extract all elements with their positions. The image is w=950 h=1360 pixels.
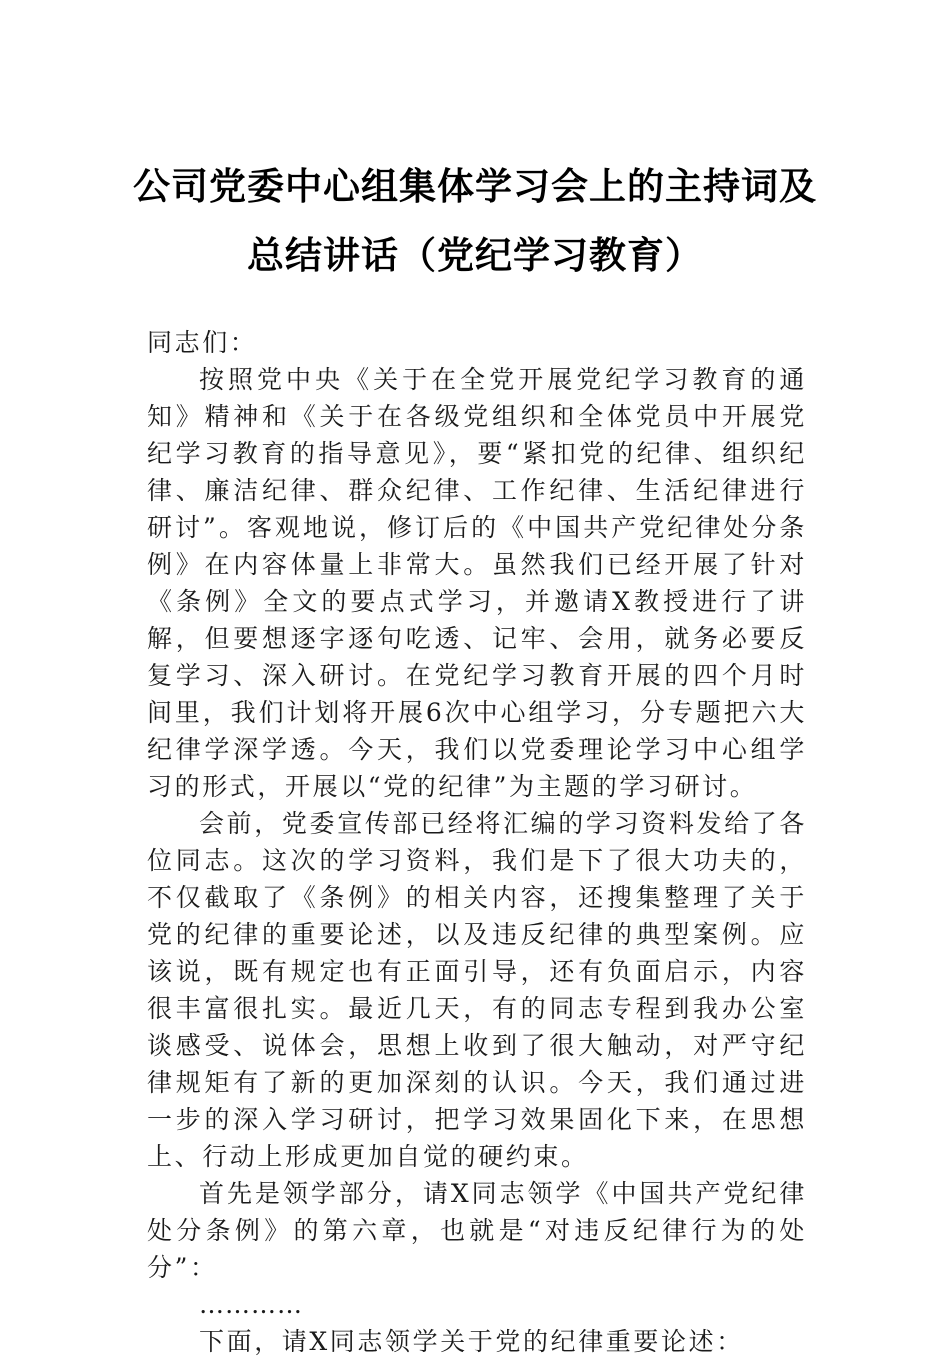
document-body bbox=[147, 361, 807, 1360]
document-title-line-1: 公司党委中心组集体学习会上的主持词及 bbox=[133, 164, 817, 208]
paragraph-intro: 按照党中央《关于在全党开展党纪学习教育的通知》精神和《关于在各级党组织和全体党员中开展党纪学习教育的指导意见》，要“紧扣党的纪律、组织纪律、廉洁纪律、群众纪律、工作纪律、生活纪律进行研讨”。客观地说，修订后的《中国共产党纪律处分条例》在内容体量上非常大。虽然我们已经开展了针对《条例》全文的要点式学习，并邀请X教授进行了讲解，但要想逐字逐句吃透、记牢、会用，就务必要反复学习、深入研讨。在党纪学习教育开展的四个月时间里，我们计划将开展6次中心组学习，分专题把六大纪律学深学透。今天，我们以党委理论学习中心组学习的形式，开展以“党的纪律”为主题的学习研讨。 bbox=[147, 365, 807, 801]
ellipsis-line: ………… bbox=[199, 1290, 303, 1319]
paragraph-lead-study-2: 下面，请X同志领学关于党的纪律重要论述： bbox=[199, 1327, 744, 1356]
salutation: 同志们： bbox=[147, 328, 258, 357]
paragraph-materials: 会前，党委宣传部已经将汇编的学习资料发给了各位同志。这次的学习资料，我们是下了很大功夫的，不仅截取了《条例》的相关内容，还搜集整理了关于党的纪律的重要论述，以及违反纪律的典型案例。应该说，既有规定也有正面引导，还有负面启示，内容很丰富很扎实。最近几天，有的同志专程到我办公室谈感受、说体会，思想上收到了很大触动，对严守纪律规矩有了新的更加深刻的认识。今天，我们通过进一步的深入学习研讨，把学习效果固化下来，在思想上、行动上形成更加自觉的硬约束。 bbox=[147, 809, 807, 1171]
document-title-line-2: 总结讲话（党纪学习教育） bbox=[247, 233, 703, 277]
paragraph-lead-study-1: 首先是领学部分，请X同志领学《中国共产党纪律处分条例》的第六章，也就是“对违反纪律行为的处分”： bbox=[147, 1179, 807, 1282]
